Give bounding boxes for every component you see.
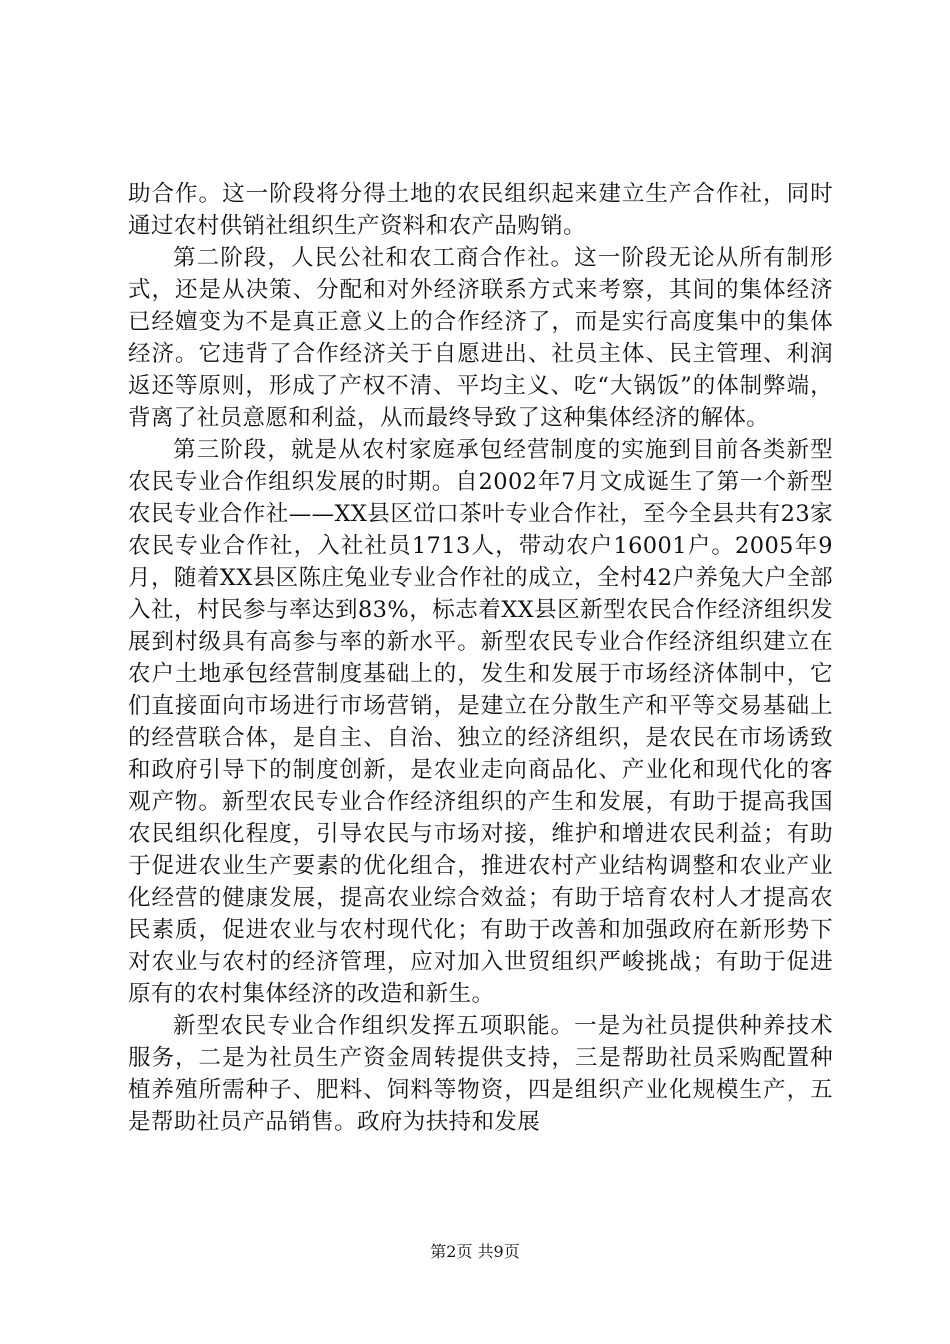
paragraph-stage-three: 第三阶段，就是从农村家庭承包经营制度的实施到目前各类新型农民专业合作组织发展的时期。自2002年7月文成诞生了第一个新型农民专业合作社——XX县区峃口茶叶专业合作社，至今全县共有23家农民专业合作社，入社社员1713人，带动农户16001户。2005年9月，随着XX县区陈庄兔业专业合作社的成立，全村42户养兔大户全部入社，村民参与率达到83%，标志着XX县区新型农民合作经济组织发展到村级具有高参与率的新水平。新型农民专业合作经济组织建立在农户土地承包经营制度基础上的，发生和发展于市场经济体制中，它们直接面向市场进行市场营销，是建立在分散生产和平等交易基础上的经营联合体，是自主、自治、独立的经济组织，是农民在市场诱致和政府引导下的制度创新，是农业走向商品化、产业化和现代化的客观产物。新型农民专业合作经济组织的产生和发展，有助于提高我国农民组织化程度，引导农民与市场对接，维护和增进农民利益；有助于促进农业生产要素的优化组合，推进农村产业结构调整和农业产业化经营的健康发展，提高农业综合效益；有助于培育农村人才提高农民素质，促进农业与农村现代化；有助于改善和加强政府在新形势下对农业与农村的经济管理，应对加入世贸组织严峻挑战；有助于促进原有的农村集体经济的改造和新生。 bbox=[128, 437, 833, 1007]
page-footer: 第2页 共9页 bbox=[430, 1242, 520, 1261]
document-body bbox=[128, 178, 833, 1138]
paragraph-stage-two: 第二阶段，人民公社和农工商合作社。这一阶段无论从所有制形式，还是从决策、分配和对外经济联系方式来考察，其间的集体经济已经嬗变为不是真正意义上的合作经济了，而是实行高度集中的集体经济。它违背了合作经济关于自愿进出、社员主体、民主管理、利润返还等原则，形成了产权不清、平均主义、吃“大锅饭”的体制弊端，背离了社员意愿和利益，从而最终导致了这种集体经济的解体。 bbox=[128, 245, 833, 431]
paragraph-five-functions: 新型农民专业合作组织发挥五项职能。一是为社员提供种养技术服务，二是为社员生产资金周转提供支持，三是帮助社员采购配置种植养殖所需种子、肥料、饲料等物资，四是组织产业化规模生产，五是帮助社员产品销售。政府为扶持和发展 bbox=[128, 1013, 833, 1135]
paragraph-continuation: 助合作。这一阶段将分得土地的农民组织起来建立生产合作社，同时通过农村供销社组织生产资料和农产品购销。 bbox=[128, 181, 833, 239]
